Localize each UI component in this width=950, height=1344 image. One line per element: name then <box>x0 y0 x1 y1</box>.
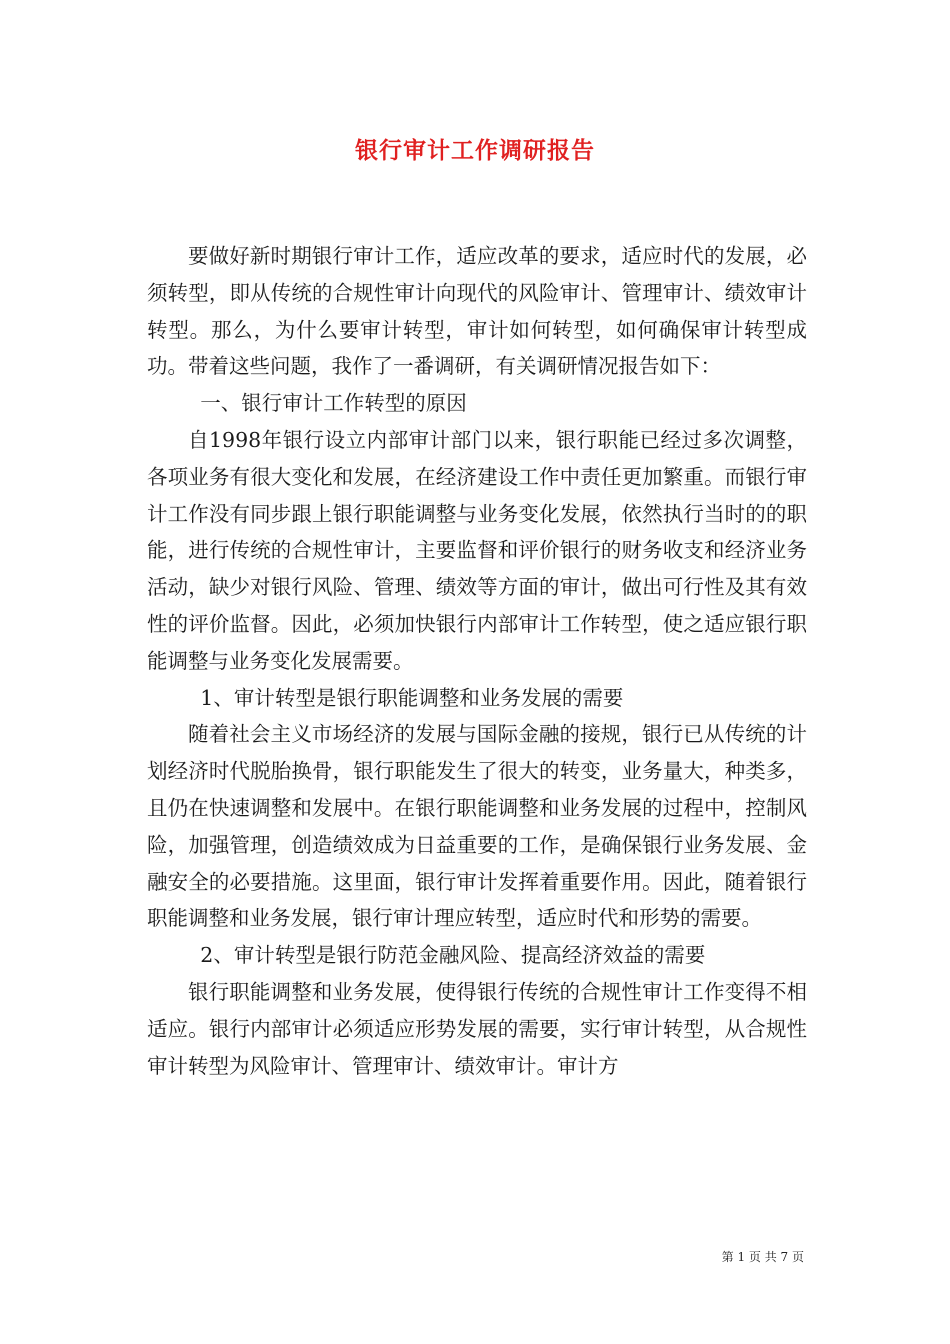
paragraph-subsection-1: 随着社会主义市场经济的发展与国际金融的接规，银行已从传统的计划经济时代脱胎换骨，银行职能发生了很大的转变，业务量大，种类多，且仍在快速调整和发展中。在银行职能调整和业务发展的过程中，控制风险，加强管理，创造绩效成为日益重要的工作，是确保银行业务发展、金融安全的必要措施。这里面，银行审计发挥着重要作用。因此，随着银行职能调整和业务发展，银行审计理应转型，适应时代和形势的需要。 <box>147 722 807 931</box>
section-heading-1: 一、银行审计工作转型的原因 <box>200 391 467 416</box>
paragraph-intro: 要做好新时期银行审计工作，适应改革的要求，适应时代的发展，必须转型，即从传统的合规性审计向现代的风险审计、管理审计、绩效审计转型。那么，为什么要审计转型，审计如何转型，如何确保审计转型成功。带着这些问题，我作了一番调研，有关调研情况报告如下： <box>147 244 807 379</box>
document-title: 银行审计工作调研报告 <box>355 137 595 164</box>
subsection-heading-1: 1、审计转型是银行职能调整和业务发展的需要 <box>200 685 624 710</box>
page-number: 第 1 页 共 7 页 <box>721 1250 804 1264</box>
subsection-heading-2: 2、审计转型是银行防范金融风险、提高经济效益的需要 <box>200 943 706 968</box>
paragraph-section-1: 自1998年银行设立内部审计部门以来，银行职能已经过多次调整，各项业务有很大变化和发展，在经济建设工作中责任更加繁重。而银行审计工作没有同步跟上银行职能调整与业务变化发展，依然执行当时的的职能，进行传统的合规性审计，主要监督和评价银行的财务收支和经济业务活动，缺少对银行风险、管理、绩效等方面的审计，做出可行性及其有效性的评价监督。因此，必须加快银行内部审计工作转型，使之适应银行职能调整与业务变化发展需要。 <box>147 427 807 673</box>
paragraph-subsection-2: 银行职能调整和业务发展，使得银行传统的合规性审计工作变得不相适应。银行内部审计必须适应形势发展的需要，实行审计转型，从合规性审计转型为风险审计、管理审计、绩效审计。审计方 <box>147 979 807 1078</box>
document-body <box>147 238 807 1084</box>
